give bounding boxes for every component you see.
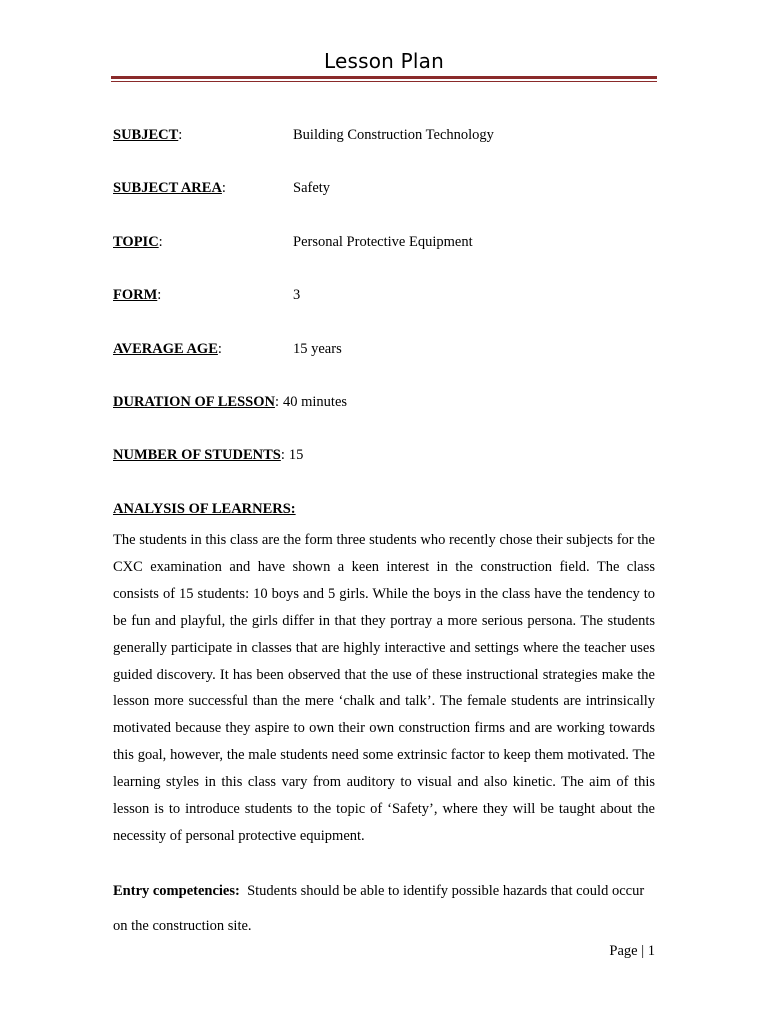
field-subject-area-label: SUBJECT AREA [113,180,222,196]
header-rule-thin [111,81,657,82]
field-average-age-label: AVERAGE AGE [113,341,218,357]
field-form-label: FORM [113,287,158,303]
entry-competencies-label: Entry competencies: [113,883,240,899]
field-number-of-students [113,446,303,464]
field-topic-label: TOPIC [113,234,159,250]
field-average-age-colon: : [217,341,222,357]
field-number-of-students-label: NUMBER OF STUDENTS [113,447,281,463]
field-subject-label: SUBJECT [113,127,179,143]
field-subject-value: Building Construction Technology [293,127,494,143]
entry-competencies [113,874,655,944]
field-duration-colon: : [274,394,279,410]
field-duration [113,393,347,411]
field-average-age-value: 15 years [293,341,342,357]
field-subject-area [113,179,331,197]
field-subject-area-value: Safety [293,180,331,196]
field-duration-label: DURATION OF LESSON [113,394,275,410]
field-form-colon: : [157,287,162,303]
field-form [113,286,301,304]
field-topic-value: Personal Protective Equipment [293,234,473,250]
field-topic [113,233,473,251]
page-title: Lesson Plan [324,49,444,73]
entry-competencies-text: Students should be able to identify possible hazards that could occur on the construction site. [113,883,645,934]
field-number-of-students-colon: : [280,447,285,463]
field-subject [113,126,494,144]
page-number: Page | 1 [609,943,655,959]
field-number-of-students-value: 15 [288,447,304,463]
analysis-body: The students in this class are the form three students who recently chose their subjects for the CXC examination and have shown a keen interest in the construction field. The class consists of 15 students: 10 boys and 5 girls. While the boys in the class have the tendency to be fun and playful, the girls differ in that they portray a more serious persona. The students generally participate in classes that are highly interactive and settings where the teacher uses guided discovery. It has been observed that the use of these instructional strategies make the lesson more successful than the mere ‘chalk and talk’. The female students are intrinsically motivated because they aspire to own their own construction firms and are working towards this goal, however, the male students need some extrinsic factor to keep them motivated. The learning styles in this class vary from auditory to visual and also kinetic. The aim of this lesson is to introduce students to the topic of ‘Safety’, where they will be taught about the necessity of personal protective equipment. [113,532,655,844]
field-average-age [113,340,342,358]
analysis-heading: ANALYSIS OF LEARNERS: [113,501,296,517]
field-duration-value: 40 minutes [282,394,348,410]
field-subject-colon: : [178,127,183,143]
field-form-value: 3 [293,287,301,303]
field-topic-colon: : [158,234,163,250]
header-rule-thick [111,76,657,79]
field-subject-area-colon: : [221,180,226,196]
